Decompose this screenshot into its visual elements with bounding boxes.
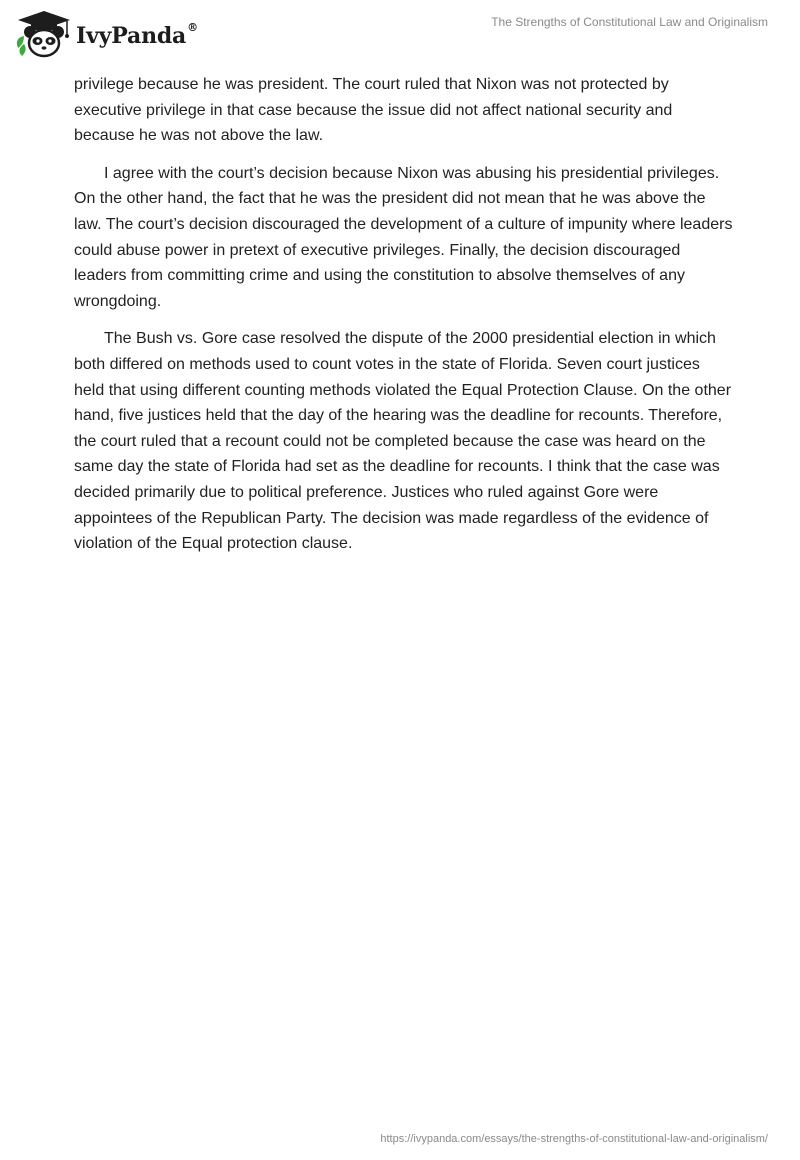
panda-graduate-icon [14,8,74,60]
brand-name [76,23,198,49]
registered-mark: ® [187,21,198,34]
paragraph: I agree with the court’s decision because Nixon was abusing his presidential privileges. On the other hand, the fact that he was the president did not mean that he was above the law. The court’s decision discouraged the development of a culture of impunity where leaders could abuse power in pretext of executive privileges. Finally, the decision discouraged leaders from committing crime and using the constitution to absolve themselves of any wrongdoing. [74,164,733,310]
page-header [0,0,800,70]
brand-name-text: IvyPanda [76,23,187,49]
paragraph-continued: privilege because he was president. The court ruled that Nixon was not protected by executive privilege in that case because the issue did not affect national security and because he was not above the law. [74,76,673,145]
paragraph: The Bush vs. Gore case resolved the dispute of the 2000 presidential election in which both differed on methods used to count votes in the state of Florida. Seven court justices held that using different counting methods violated the Equal Protection Clause. On the other hand, five justices held that the day of the hearing was the deadline for recounts. Therefore, the court ruled that a recount could not be completed because the case was heard on the same day the state of Florida had set as the deadline for recounts. I think that the case was decided primarily due to political preference. Justices who ruled against Gore were appointees of the Republican Party. The decision was made regardless of the evidence of violation of the Equal protection clause. [74,330,732,553]
essay-body [74,72,734,569]
brand-logo[interactable] [14,8,198,60]
document-title: The Strengths of Constitutional Law and Originalism [491,15,768,29]
source-url[interactable]: https://ivypanda.com/essays/the-strengths-of-constitutional-law-and-originalism/ [380,1133,768,1145]
